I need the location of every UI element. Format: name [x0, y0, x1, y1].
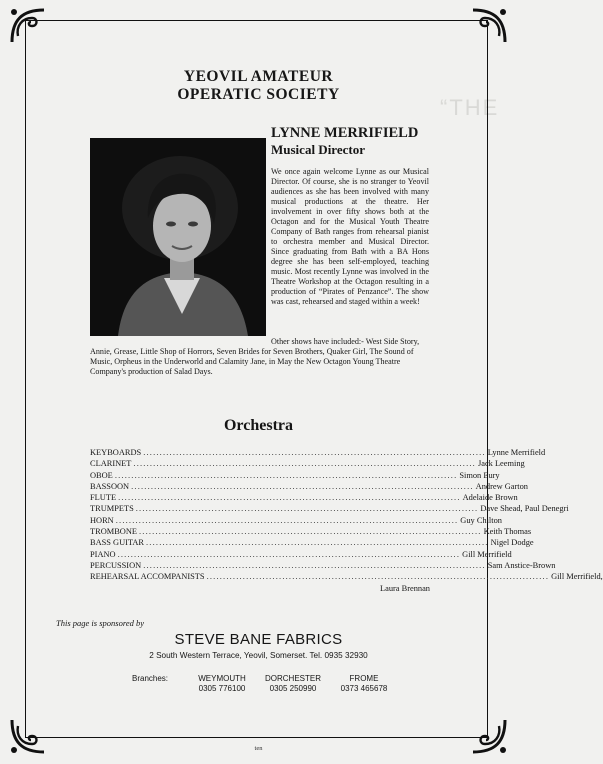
player-name: Adelaide Brown [462, 493, 518, 503]
instrument: CLARINET [90, 459, 132, 469]
branch-weymouth [192, 674, 252, 693]
branch-dorchester [260, 674, 326, 693]
director-portrait-photo [90, 138, 266, 336]
leader-dots: ........................................................................................................ [139, 527, 482, 537]
society-title-line-1: YEOVIL AMATEUR [183, 68, 334, 85]
society-title [0, 68, 517, 104]
player-name: Keith Thomas [483, 527, 532, 537]
instrument: KEYBOARDS [90, 448, 142, 457]
branch-town: DORCHESTER [264, 674, 321, 683]
leader-dots: ........................................................................................................ [131, 481, 474, 491]
director-role: Musical Director [271, 142, 365, 157]
leader-dots: ........................................................................................................ [146, 538, 489, 548]
corner-ornament-icon [8, 6, 48, 46]
corner-ornament-icon [469, 6, 509, 46]
leader-dots: ........................................................................................................ [118, 493, 461, 503]
branches-label: Branches: [132, 674, 169, 683]
instrument: PIANO [90, 549, 116, 559]
instrument: HORN [90, 515, 114, 525]
orchestra-row [90, 492, 518, 503]
branch-phone: 0373 465678 [340, 683, 388, 693]
player-name: Dave Shead, Paul Denegri [480, 504, 569, 514]
orchestra-row [90, 470, 500, 481]
orchestra-row [90, 537, 534, 548]
player-name: Gill Merrifield [462, 549, 512, 559]
branch-frome [334, 674, 394, 693]
player-name: Guy Chilton [460, 515, 502, 525]
director-bio-other-shows: Other shows have included:- West Side Story, Annie, Grease, Little Shop of Horrors, Seven Brides for Seven Brothers, Quaker Girl, The Sound of Music, Orpheus in the Underworld and Calamity Jane, in May the New Octagon Young Theatre Company's production of Salad Days. [90, 337, 420, 376]
page-number: ten [254, 745, 263, 752]
instrument: OBOE [90, 470, 113, 480]
orchestra-heading: Orchestra [223, 417, 293, 434]
instrument: BASS GUITAR [90, 538, 145, 548]
orchestra-row [90, 571, 603, 582]
orchestra-list [90, 447, 603, 594]
leader-dots: ........................................................................................................ [114, 470, 458, 480]
orchestra-row [90, 526, 532, 537]
leader-dots: ........................................................................................................ [117, 549, 461, 559]
player-name: Andrew Garton [475, 481, 528, 491]
player-name: Sam Anstice-Brown [487, 560, 556, 570]
player-name: Gill Merrifield, [551, 572, 603, 582]
branch-phone: 0305 250990 [269, 683, 317, 693]
player-name-continued: Laura Brennan [380, 583, 430, 593]
instrument: TRUMPETS [90, 504, 134, 514]
leader-dots: ........................................................................................................ [206, 572, 550, 582]
orchestra-row [90, 447, 546, 458]
branch-phone: 0305 776100 [198, 683, 246, 693]
leader-dots: ........................................................................................................ [143, 448, 486, 457]
player-name: Jack Leeming [477, 459, 525, 469]
instrument: BASSOON [90, 481, 130, 491]
society-title-line-2: OPERATIC SOCIETY [177, 86, 340, 103]
instrument: REHEARSAL ACCOMPANISTS [90, 572, 205, 582]
leader-dots: ........................................................................................................ [115, 515, 459, 525]
instrument: TROMBONE [90, 527, 137, 537]
show-through-text: “THE [440, 95, 500, 120]
director-name: LYNNE MERRIFIELD [271, 125, 419, 141]
instrument: FLUTE [90, 493, 117, 503]
sponsor-company: STEVE BANE FABRICS [174, 631, 343, 648]
player-name: Lynne Merrifield [487, 448, 546, 457]
orchestra-row [90, 549, 512, 560]
branch-town: FROME [349, 674, 379, 683]
sponsor-address: 2 South Western Terrace, Yeovil, Somerset. Tel. 0935 32930 [149, 651, 368, 660]
leader-dots: ........................................................................................................ [143, 560, 486, 570]
director-bio: We once again welcome Lynne as our Musical Director. Of course, she is no stranger to Yeovil audiences as she has been involved with many musical productions at the theatre. Her involvement in over fifty shows both at the Octagon and for the Musical Youth Theatre Company of Bath ranges from rehearsal pianist to orchestra member and Musical Director. Since graduating from Bath with a BA Hons degree she has been self-employed, teaching music. Most recently Lynne was involved in the Theatre Workshop at the Octagon resulting in a production of “Pirates of Penzance”. The show was cast, rehearsed and staged within a week! [271, 167, 429, 306]
instrument: PERCUSSION [90, 560, 142, 570]
leader-dots: ........................................................................................................ [135, 504, 479, 514]
orchestra-row [90, 458, 525, 469]
player-name: Nigel Dodge [490, 538, 534, 548]
player-name: Simon Eury [459, 470, 500, 480]
orchestra-row [90, 503, 569, 514]
orchestra-row [90, 515, 502, 526]
orchestra-row [90, 560, 556, 571]
director-bio-continued [90, 337, 435, 377]
orchestra-row [90, 481, 528, 492]
branch-town: WEYMOUTH [198, 674, 246, 683]
leader-dots: ........................................................................................................ [133, 459, 476, 469]
sponsor-note: This page is sponsored by [56, 618, 144, 628]
